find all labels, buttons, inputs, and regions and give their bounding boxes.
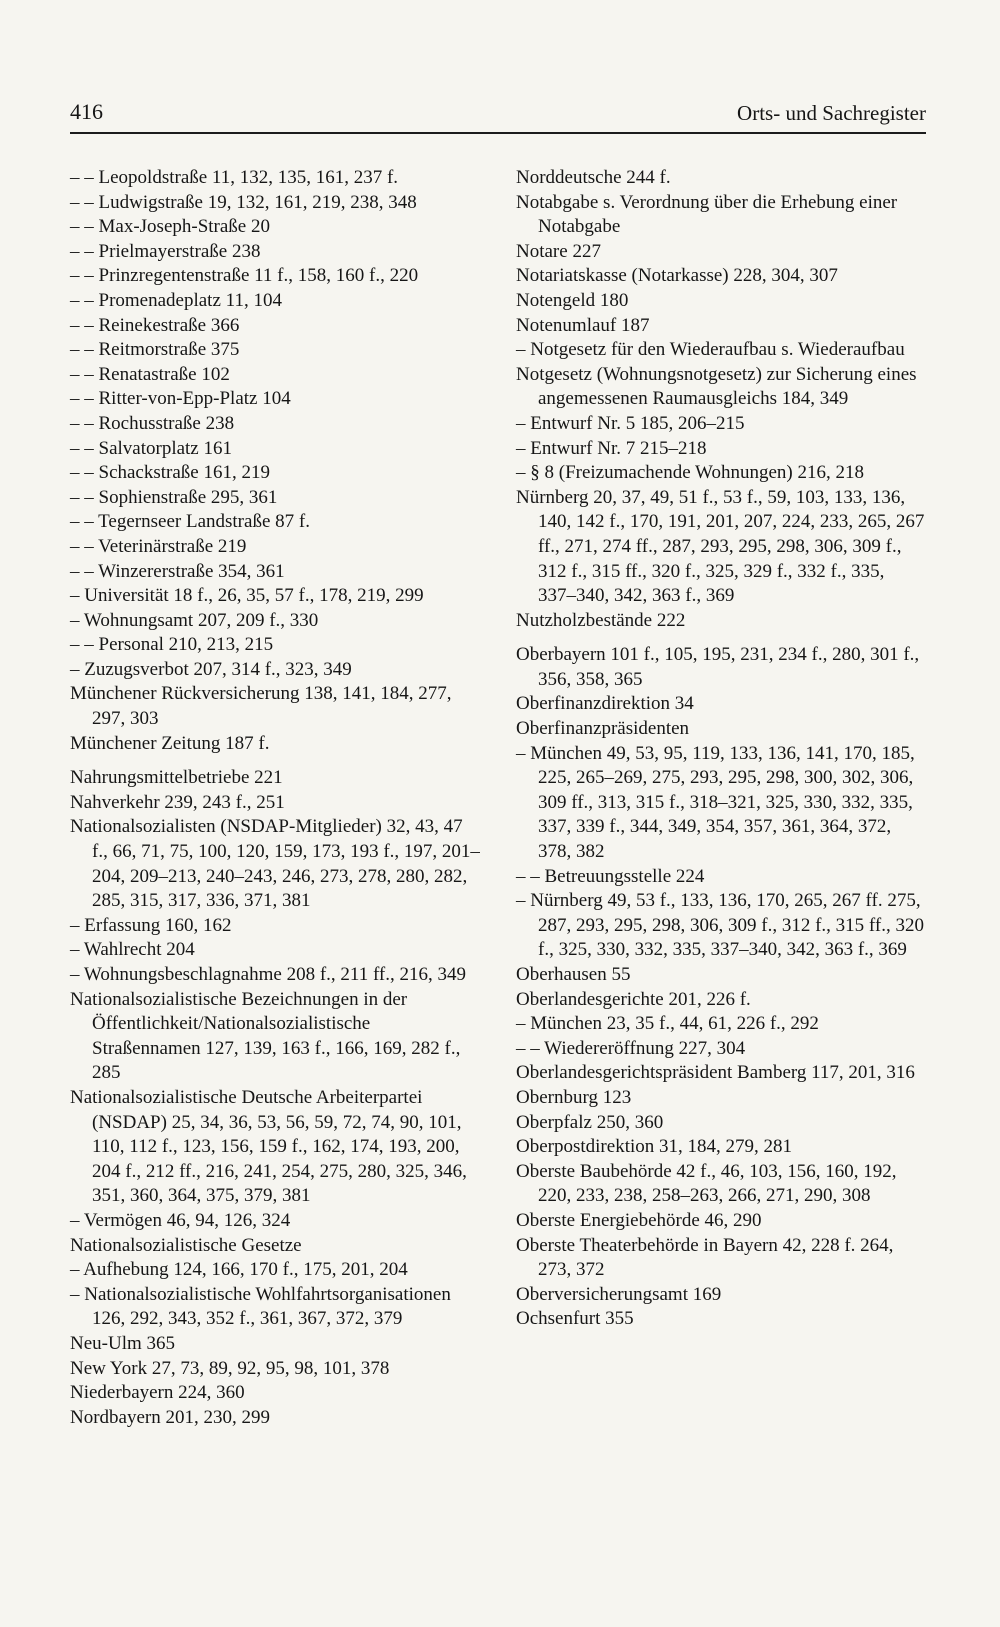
- index-entry: Oberste Energiebehörde 46, 290: [516, 1209, 762, 1231]
- index-entry: Oberfinanzdirektion 34: [516, 693, 694, 715]
- index-entry: Notare 227: [516, 240, 601, 262]
- index-entry: – München 49, 53, 95, 119, 133, 136, 141, 170, 185, 225, 265–269, 275, 293, 295, 298, 300, 302, 306, 309 ff., 313, 315 f., 318–321, 325, 330, 332, 335, 337, 339 f., 344, 349, 354, 357, 361, 364, 372, 378, 382: [516, 742, 915, 863]
- index-entry: Notengeld 180: [516, 289, 629, 311]
- index-entry: – § 8 (Freizumachende Wohnungen) 216, 218: [516, 462, 864, 484]
- index-entry: – – Prinzregentenstraße 11 f., 158, 160 f., 220: [70, 265, 419, 287]
- index-entry: Notariatskasse (Notarkasse) 228, 304, 307: [516, 265, 838, 287]
- index-entry: Nordbayern 201, 230, 299: [70, 1406, 270, 1428]
- index-entry: New York 27, 73, 89, 92, 95, 98, 101, 378: [70, 1357, 390, 1379]
- index-entry: Neu-Ulm 365: [70, 1332, 176, 1354]
- index-entry: – – Leopoldstraße 11, 132, 135, 161, 237 f.: [70, 167, 399, 188]
- index-entry: Oberfinanzpräsidenten: [516, 718, 690, 740]
- index-entry: Nationalsozialistische Gesetze: [70, 1234, 302, 1256]
- index-entry: Oberhausen 55: [516, 964, 631, 985]
- index-entry: – Zuzugsverbot 207, 314 f., 323, 349: [70, 658, 352, 680]
- index-entry: – – Prielmayerstraße 238: [70, 240, 261, 262]
- index-entry: – – Tegernseer Landstraße 87 f.: [70, 511, 310, 533]
- index-entry: Oberversicherungsamt 169: [516, 1283, 722, 1305]
- index-entry: Notgesetz (Wohnungsnotgesetz) zur Sicherung eines angemessenen Raumausgleichs 184, 349: [516, 363, 917, 410]
- index-entry: – – Schackstraße 161, 219: [70, 462, 270, 484]
- index-entry: – – Max-Joseph-Straße 20: [70, 216, 270, 238]
- index-entry: – Wohnungsamt 207, 209 f., 330: [70, 609, 319, 631]
- index-entry: Notabgabe s. Verordnung über die Erhebung einer Notabgabe: [516, 191, 898, 238]
- index-entry: Nahrungsmittelbetriebe 221: [70, 767, 283, 789]
- index-entry: Oberbayern 101 f., 105, 195, 231, 234 f., 280, 301 f., 356, 358, 365: [516, 644, 920, 690]
- index-entry: – – Promenadeplatz 11, 104: [70, 289, 282, 311]
- index-entry: Nürnberg 20, 37, 49, 51 f., 53 f., 59, 103, 133, 136, 140, 142 f., 170, 191, 201, 207, 224, 233, 265, 267 ff., 271, 274 ff., 287, 293, 295, 298, 306, 309 f., 312 f., 315 ff., 320 f., 325, 329 f., 332 f., 335, 337–340, 342, 363 f., 369: [516, 486, 925, 607]
- index-entry: Nationalsozialistische Bezeichnungen in der Öffentlichkeit/Nationalsozialistische Straßennamen 127, 139, 163 f., 166, 169, 282 f., 285: [70, 988, 461, 1084]
- index-entry: – Notgesetz für den Wiederaufbau s. Wiederaufbau: [516, 339, 905, 361]
- index-entry: Münchener Rückversicherung 138, 141, 184, 277, 297, 303: [70, 683, 452, 730]
- index-entry: – – Personal 210, 213, 215: [70, 634, 274, 656]
- index-entry: Ochsenfurt 355: [516, 1308, 634, 1330]
- index-entry: – – Ritter-von-Epp-Platz 104: [70, 388, 291, 410]
- index-entry: Oberste Baubehörde 42 f., 46, 103, 156, 160, 192, 220, 233, 238, 258–263, 266, 271, 290, 308: [516, 1160, 897, 1207]
- index-entry: Norddeutsche 244 f.: [516, 167, 671, 188]
- index-entry: Münchener Zeitung 187 f.: [70, 732, 270, 754]
- index-entry: – – Rochusstraße 238: [70, 412, 235, 434]
- index-entry: – Wohnungsbeschlagnahme 208 f., 211 ff., 216, 349: [70, 964, 467, 985]
- index-entry: Oberpfalz 250, 360: [516, 1111, 664, 1133]
- index-entry: – – Reinekestraße 366: [70, 314, 240, 336]
- index-entry: Obernburg 123: [516, 1086, 632, 1108]
- index-entry: – – Betreuungsstelle 224: [516, 865, 705, 887]
- index-entry: – – Ludwigstraße 19, 132, 161, 219, 238, 348: [70, 191, 417, 213]
- index-entry: – Universität 18 f., 26, 35, 57 f., 178, 219, 299: [70, 585, 424, 607]
- index-entry: Notenumlauf 187: [516, 314, 650, 336]
- index-entry: – – Sophienstraße 295, 361: [70, 486, 278, 508]
- index-column-left: [70, 166, 482, 1430]
- index-column-right: [516, 166, 926, 1332]
- index-entry: – – Winzererstraße 354, 361: [70, 560, 285, 582]
- index-entry: – – Reitmorstraße 375: [70, 339, 240, 361]
- index-entry: Niederbayern 224, 360: [70, 1382, 245, 1404]
- running-title: Orts- und Sachregister: [737, 101, 926, 125]
- index-entry: – – Renatastraße 102: [70, 363, 230, 385]
- index-entry: – Entwurf Nr. 5 185, 206–215: [516, 412, 745, 434]
- index-entry: – Erfassung 160, 162: [70, 914, 232, 936]
- index-entry: Nationalsozialistische Deutsche Arbeiterpartei (NSDAP) 25, 34, 36, 53, 56, 59, 72, 74, 90, 101, 110, 112 f., 123, 156, 159 f., 162, 174, 193, 200, 204 f., 212 ff., 216, 241, 254, 275, 280, 325, 346, 351, 360, 364, 375, 379, 381: [70, 1086, 467, 1207]
- index-entry: Oberste Theaterbehörde in Bayern 42, 228 f. 264, 273, 372: [516, 1234, 894, 1281]
- index-entry: – – Wiedereröffnung 227, 304: [516, 1037, 746, 1059]
- index-entry: Oberlandesgerichte 201, 226 f.: [516, 988, 751, 1010]
- index-entry: – München 23, 35 f., 44, 61, 226 f., 292: [516, 1013, 819, 1035]
- index-entry: Oberlandesgerichtspräsident Bamberg 117, 201, 316: [516, 1062, 915, 1084]
- index-entry: – – Salvatorplatz 161: [70, 437, 232, 459]
- index-entry: – – Veterinärstraße 219: [70, 535, 247, 557]
- index-entry: Nutzholzbestände 222: [516, 609, 686, 631]
- index-entry: – Nationalsozialistische Wohlfahrtsorganisationen 126, 292, 343, 352 f., 361, 367, 372, 379: [70, 1283, 451, 1330]
- index-entry: – Wahlrecht 204: [70, 939, 195, 961]
- index-entry: – Nürnberg 49, 53 f., 133, 136, 170, 265, 267 ff. 275, 287, 293, 295, 298, 306, 309 f., 312 f., 315 ff., 320 f., 325, 330, 332, 335, 337–340, 342, 363 f., 369: [516, 890, 924, 961]
- index-entry: Nationalsozialisten (NSDAP-Mitglieder) 32, 43, 47 f., 66, 71, 75, 100, 120, 159, 173, 193 f., 197, 201–204, 209–213, 240–243, 246, 273, 278, 280, 282, 285, 315, 317, 336, 371, 381: [70, 816, 480, 912]
- index-entry: Oberpostdirektion 31, 184, 279, 281: [516, 1136, 793, 1158]
- index-entry: – Vermögen 46, 94, 126, 324: [70, 1209, 291, 1231]
- page-number: 416: [70, 99, 103, 124]
- header-rule: [70, 132, 926, 134]
- index-entry: – Entwurf Nr. 7 215–218: [516, 437, 707, 459]
- index-entry: Nahverkehr 239, 243 f., 251: [70, 791, 285, 813]
- index-entry: – Aufhebung 124, 166, 170 f., 175, 201, 204: [70, 1259, 408, 1281]
